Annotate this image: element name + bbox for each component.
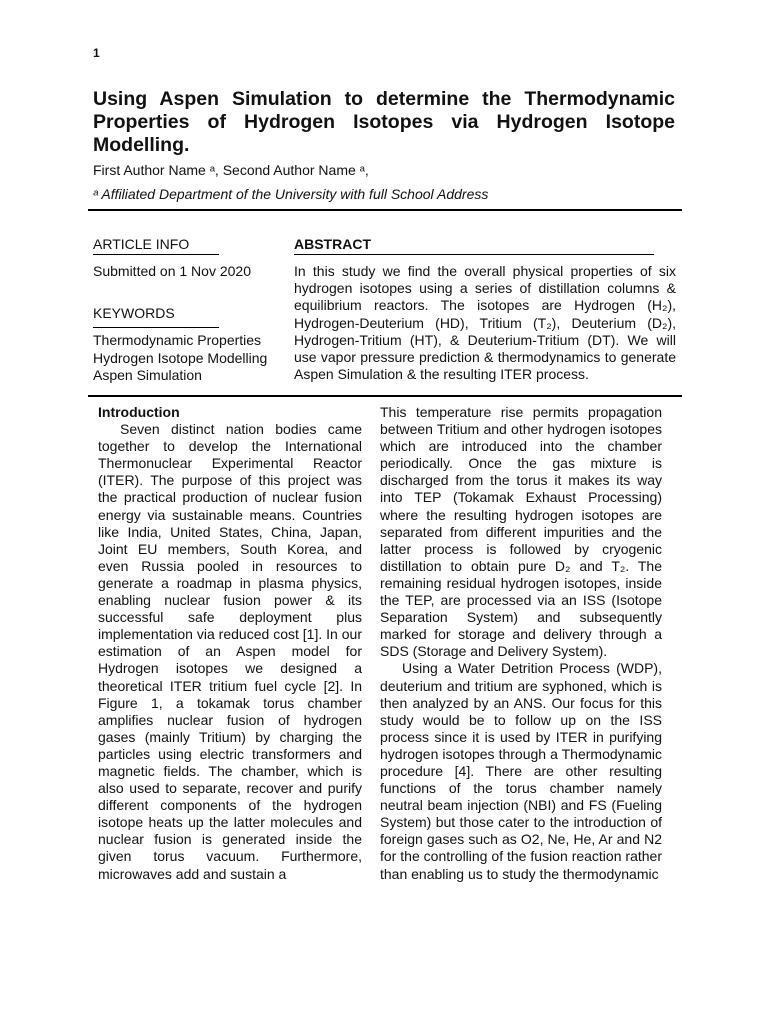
- abstract-text: In this study we find the overall physical properties of six hydrogen isotopes using a series of distillation columns & equilibrium reactors. The isotopes are Hydrogen (H₂), Hydrogen-Deuterium (HD), Tritium (T₂), Deuterium (D₂), Hydrogen-Tritium (HT), & Deuterium-Tritium (DT). We will use vapor pressure prediction & thermodynamics to generate Aspen Simulation & the resulting ITER process.: [294, 263, 676, 383]
- affiliation-line: ᵃ Affiliated Department of the University with full School Address: [93, 186, 489, 202]
- body-paragraph: Seven distinct nation bodies came together to develop the International Thermonuclear Experimental Reactor (ITER). The purpose of this project was the practical production of nuclear fusion energy via sustainable means. Countries like India, United States, China, Japan, Joint EU members, South Korea, and even Russia pooled in resources to generate a roadmap in plasma physics, enabling nuclear fusion power & its successful safe deployment plus implementation via reduced cost [1]. In our estimation of an Aspen model for Hydrogen isotopes we designed a theoretical ITER tritium fuel cycle [2]. In Figure 1, a tokamak torus chamber amplifies nuclear fusion of hydrogen gases (mainly Tritium) by charging the particles using electric transformers and magnetic fields. The chamber, which is also used to separate, recover and purify different components of the hydrogen isotope heats up the latter molecules and nuclear fusion is generated inside the given torus vacuum. Furthermore, microwaves add and sustain a: [98, 421, 362, 882]
- article-info-heading: ARTICLE INFO: [93, 236, 219, 255]
- keywords-list: [93, 332, 267, 385]
- author-line: First Author Name ᵃ, Second Author Name ᵃ,: [93, 162, 369, 178]
- keyword-item: Aspen Simulation: [93, 367, 202, 384]
- page-number: 1: [93, 46, 100, 60]
- body-paragraph: This temperature rise permits propagation between Tritium and other hydrogen isotopes which are introduced into the chamber periodically. Once the gas mixture is discharged from the torus it makes its way into TEP (Tokamak Exhaust Processing) where the resulting hydrogen isotopes are separated from different impurities and the latter process is followed by cryogenic distillation to obtain pure D₂ and T₂. The remaining residual hydrogen isotopes, inside the TEP, are processed via an ISS (Isotope Separation System) and subsequently marked for storage and delivery through a SDS (Storage and Delivery System).: [380, 404, 662, 660]
- body-paragraph: Using a Water Detrition Process (WDP), deuterium and tritium are syphoned, which is then analyzed by an ANS. Our focus for this study would be to follow up on the ISS process since it is used by ITER in purifying hydrogen isotopes through a Thermodynamic procedure [4]. There are other resulting functions of the torus chamber namely neutral beam injection (NBI) and FS (Fueling System) but those cater to the introduction of foreign gases such as O2, Ne, He, Ar and N2 for the controlling of the fusion reaction rather than enabling us to study the thermodynamic: [380, 660, 662, 882]
- body-column-left: [98, 404, 362, 883]
- paper-title: Using Aspen Simulation to determine the Thermodynamic Properties of Hydrogen Isotopes via Hydrogen Isotope Modelling.: [93, 88, 675, 156]
- body-column-right: [380, 404, 662, 883]
- abstract-heading: ABSTRACT: [294, 236, 654, 255]
- introduction-heading: Introduction: [98, 404, 180, 420]
- abstract-divider: [88, 395, 682, 397]
- keywords-heading: KEYWORDS: [93, 305, 219, 328]
- keyword-item: Hydrogen Isotope Modelling: [93, 349, 268, 366]
- keyword-item: Thermodynamic Properties: [93, 332, 262, 348]
- submission-date: Submitted on 1 Nov 2020: [93, 263, 251, 279]
- header-divider: [88, 209, 682, 211]
